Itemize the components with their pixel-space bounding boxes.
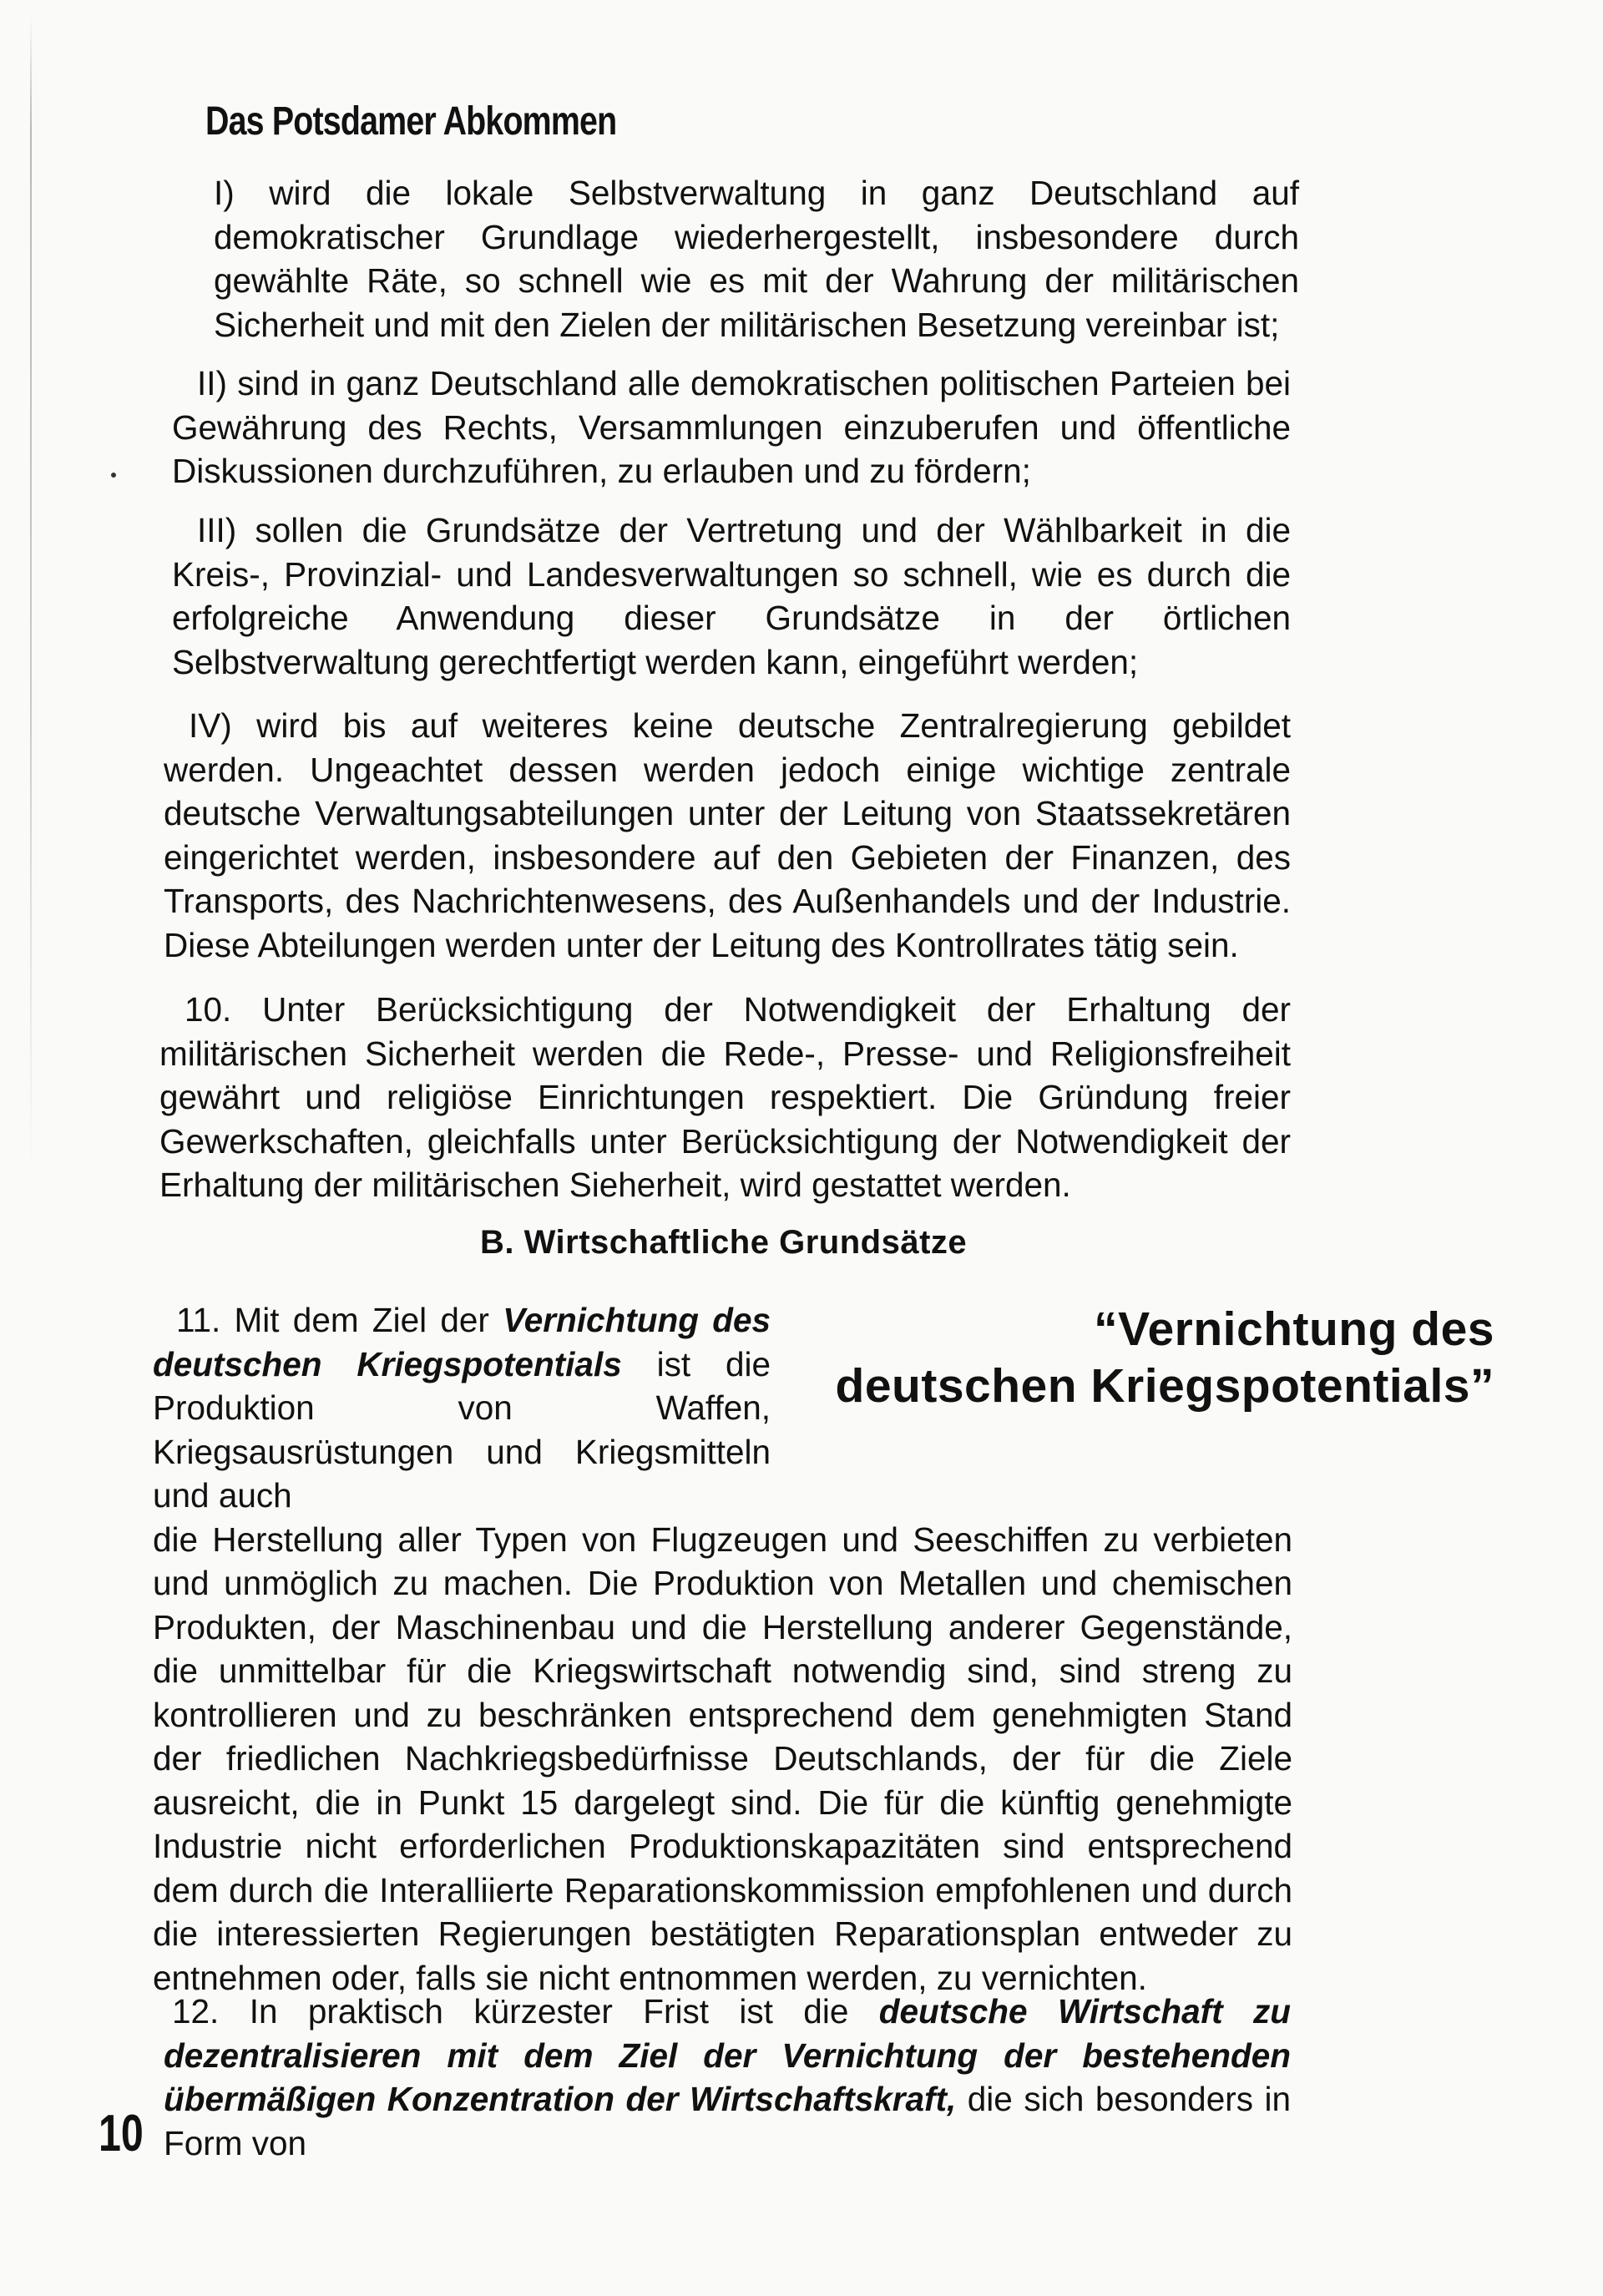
- page-number: 10: [99, 2105, 144, 2162]
- paragraph-11-prefix: 11. Mit dem Ziel der: [176, 1301, 503, 1339]
- paragraph-11-emphasis: Vernichtung des deutschen Kriegspotentials: [153, 1301, 771, 1383]
- paragraph-11-body: die Herstellung aller Typen von Flugzeugen und Seeschiffen zu verbieten und unmöglich zu machen. Die Produktion von Metallen und chemischen Produkten, der Maschinenbau und die Herstellung anderer Gegenstände, die unmittelbar für die Kriegswirtschaft notwendig sind, sind streng zu kontrollieren und zu beschränken entsprechend dem genehmigten Stand der friedlichen Nachkriegsbedürfnisse Deutschlands, der für die Ziele ausreicht, die in Punkt 15 dargelegt sind. Die für die künftig genehmigte Industrie nicht erforderlichen Produktionskapazitäten sind entsprechend dem durch die Interalliierte Reparationskommission empfohlenen und durch die interessierten Regierungen bestätigten Reparationsplan entweder zu entnehmen oder, falls sie nicht entnommen werden, zu vernichten.: [153, 1520, 1292, 1997]
- pull-quote-line-1: “Vernichtung des: [1094, 1302, 1494, 1356]
- scan-margin-dot: [111, 473, 116, 478]
- paragraph-10: 10. Unter Berücksichtigung der Notwendigkeit der Erhaltung der militärischen Sicherheit werden die Rede-, Presse- und Religionsfreiheit gewährt und religiöse Einrichtungen respektiert. Die Gründung freier Gewerkschaften, gleichfalls unter Berücksichtigung der Notwendigkeit der Erhaltung der militärischen Sieherheit, wird gestattet werden.: [159, 990, 1291, 1204]
- section-heading: B. Wirtschaftliche Grundsätze: [480, 1224, 968, 1261]
- paragraph-11: [153, 1298, 1292, 2000]
- pull-quote-line-2: deutschen Kriegspotentials”: [835, 1359, 1494, 1413]
- paragraph-12-emphasis: deutsche Wirtschaft zu dezentralisieren mit dem Ziel der Vernichtung der bestehenden übermäßigen Konzentration der Wirtschaftskraft,: [164, 1992, 1291, 2118]
- paragraph-12-prefix: 12. In praktisch kürzester Frist ist die: [172, 1992, 879, 2030]
- paragraph-12-suffix: die sich besonders in Form von: [164, 2080, 1291, 2162]
- paragraph-iii: III) sollen die Grundsätze der Vertretung und der Wählbarkeit in die Kreis-, Provinzial- und Landesverwaltungen so schnell, wie es durch die erfolgreiche Anwendung dieser Grundsätze in der örtlichen Selbstverwaltung gerechtfertigt werden kann, eingeführt werden;: [172, 511, 1291, 681]
- running-header: Das Potsdamer Abkommen: [205, 99, 617, 144]
- scan-margin-line: [30, 17, 32, 1169]
- paragraph-11-intro-rest: ist die Produktion von Waffen, Kriegsausrüstungen und Kriegsmitteln und auch: [153, 1344, 771, 1515]
- paragraph-12: [164, 1990, 1291, 2165]
- paragraph-iv: IV) wird bis auf weiteres keine deutsche Zentralregierung gebildet werden. Ungeachtet dessen werden jedoch einige wichtige zentrale deutsche Verwaltungsabteilungen unter der Leitung von Staatssekretären eingerichtet werden, insbesondere auf den Gebieten der Finanzen, des Transports, des Nachrichtenwesens, des Außenhandels und der Industrie. Diese Abteilungen werden unter der Leitung des Kontrollrates tätig sein.: [164, 706, 1291, 964]
- paragraph-ii: II) sind in ganz Deutschland alle demokratischen politischen Parteien bei Gewährung des Rechts, Versammlungen einzuberufen und öffentliche Diskussionen durchzuführen, zu erlauben und zu fördern;: [172, 364, 1291, 490]
- paragraph-i: I) wird die lokale Selbstverwaltung in ganz Deutschland auf demokratischer Grundlage wiederhergestellt, insbesondere durch gewählte Räte, so schnell wie es mit der Wahrung der militärischen Sicherheit und mit den Zielen der militärischen Besetzung vereinbar ist;: [214, 174, 1299, 344]
- paragraph-11-intro: [153, 1298, 771, 1518]
